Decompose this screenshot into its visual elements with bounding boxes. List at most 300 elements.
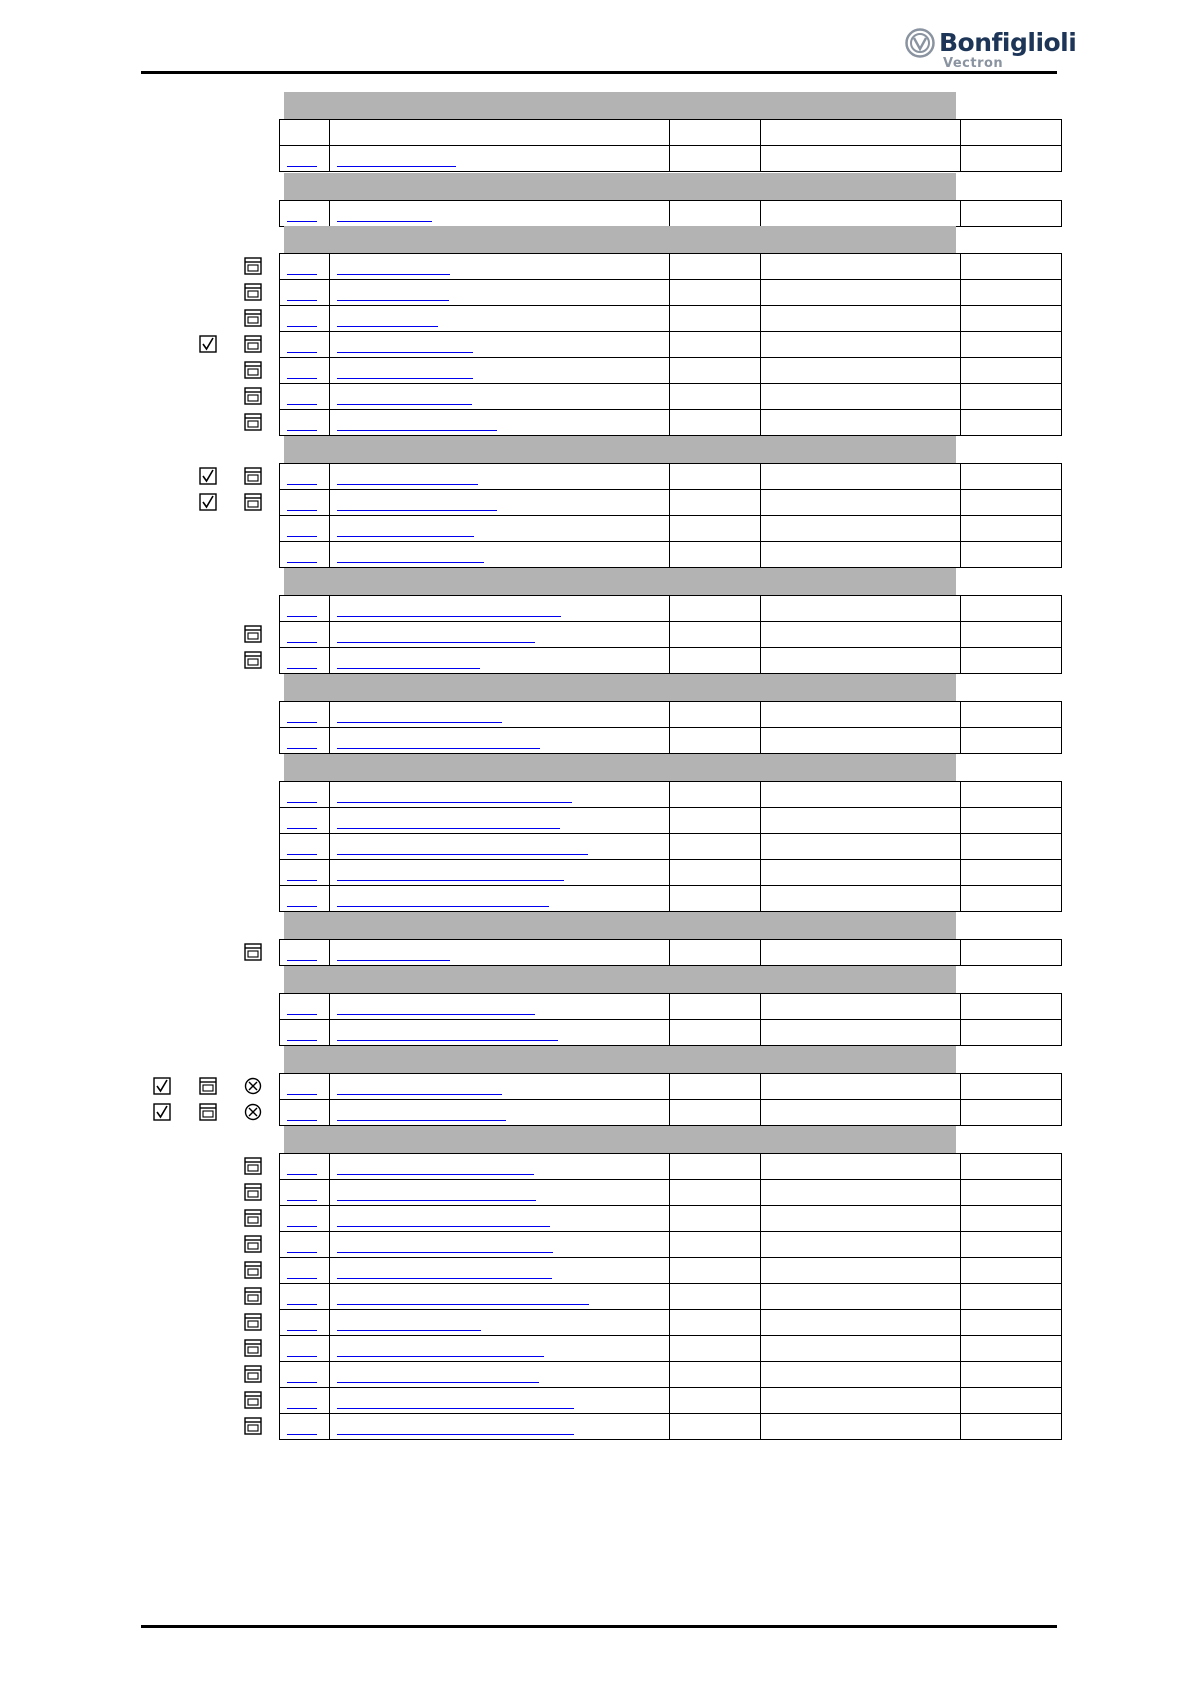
window-icon <box>244 1365 262 1383</box>
table-row <box>280 384 1062 410</box>
parameter-number-link[interactable] <box>287 404 317 405</box>
parameter-name-link[interactable] <box>337 378 473 379</box>
parameter-name-link[interactable] <box>337 906 549 907</box>
parameter-number-link[interactable] <box>287 960 317 961</box>
chapter-cell <box>961 834 1062 860</box>
parameter-name-cell <box>330 542 670 568</box>
parameter-number-link[interactable] <box>287 1174 317 1175</box>
table-row <box>280 464 1062 490</box>
unit-cell <box>670 622 761 648</box>
parameter-number-cell <box>280 358 330 384</box>
parameter-number-link[interactable] <box>287 802 317 803</box>
table-row <box>280 280 1062 306</box>
parameter-number-cell <box>280 940 330 966</box>
parameter-number-cell <box>280 1100 330 1126</box>
range-cell <box>761 146 961 172</box>
table-row <box>280 516 1062 542</box>
parameter-name-cell <box>330 860 670 886</box>
range-cell <box>761 490 961 516</box>
unit-cell <box>670 648 761 674</box>
parameter-number-link[interactable] <box>287 748 317 749</box>
parameter-number-link[interactable] <box>287 484 317 485</box>
table-row <box>280 254 1062 280</box>
unit-cell <box>670 146 761 172</box>
parameter-name-link[interactable] <box>337 1330 481 1331</box>
range-cell <box>761 1388 961 1414</box>
chapter-cell <box>961 808 1062 834</box>
chapter-cell <box>961 464 1062 490</box>
parameter-number-cell <box>280 834 330 860</box>
parameter-name-cell <box>330 332 670 358</box>
parameter-number-link[interactable] <box>287 1120 317 1121</box>
window-icon <box>244 257 262 275</box>
range-cell <box>761 1154 961 1180</box>
parameter-group-table <box>279 1153 1062 1440</box>
unit-cell <box>670 254 761 280</box>
window-icon <box>244 467 262 485</box>
table-row <box>280 1180 1062 1206</box>
window-icon <box>244 493 262 511</box>
checkbox-icon <box>199 467 217 485</box>
table-row <box>280 1074 1062 1100</box>
table-row <box>280 728 1062 754</box>
parameter-name-link[interactable] <box>337 828 560 829</box>
checkbox-icon <box>153 1103 171 1121</box>
parameter-number-link[interactable] <box>287 300 317 301</box>
chapter-cell <box>961 490 1062 516</box>
parameter-number-cell <box>280 1180 330 1206</box>
group-heading-band <box>284 568 956 596</box>
parameter-number-link[interactable] <box>287 1094 317 1095</box>
unit-cell <box>670 1100 761 1126</box>
parameter-number-link[interactable] <box>287 1278 317 1279</box>
parameter-name-link[interactable] <box>337 1434 574 1435</box>
window-icon <box>244 1313 262 1331</box>
parameter-group-table <box>279 595 1062 674</box>
parameter-name-cell <box>330 648 670 674</box>
range-cell <box>761 1020 961 1046</box>
parameter-name-link[interactable] <box>337 274 450 275</box>
chapter-cell <box>961 1258 1062 1284</box>
parameter-name-link[interactable] <box>337 1014 535 1015</box>
range-cell <box>761 1284 961 1310</box>
parameter-number-link[interactable] <box>287 1382 317 1383</box>
chapter-cell <box>961 1310 1062 1336</box>
chapter-cell <box>961 1206 1062 1232</box>
table-row <box>280 596 1062 622</box>
parameter-name-link[interactable] <box>337 722 502 723</box>
parameter-number-cell <box>280 1362 330 1388</box>
range-cell <box>761 306 961 332</box>
range-cell <box>761 332 961 358</box>
parameter-name-link[interactable] <box>337 802 572 803</box>
parameter-number-cell <box>280 1258 330 1284</box>
chapter-cell <box>961 860 1062 886</box>
range-cell <box>761 728 961 754</box>
parameter-name-cell <box>330 1206 670 1232</box>
parameter-name-cell <box>330 280 670 306</box>
parameter-name-link[interactable] <box>337 1252 553 1253</box>
parameter-name-cell <box>330 1258 670 1284</box>
range-cell <box>761 1258 961 1284</box>
parameter-name-link[interactable] <box>337 1408 574 1409</box>
parameter-number-cell <box>280 1154 330 1180</box>
chapter-cell <box>961 1284 1062 1310</box>
table-row <box>280 490 1062 516</box>
parameter-number-cell <box>280 994 330 1020</box>
parameter-number-cell <box>280 1388 330 1414</box>
parameter-name-link[interactable] <box>337 854 588 855</box>
range-cell <box>761 1362 961 1388</box>
parameter-group-table <box>279 253 1062 436</box>
parameter-name-link[interactable] <box>337 430 497 431</box>
parameter-number-link[interactable] <box>287 1408 317 1409</box>
table-row <box>280 1284 1062 1310</box>
parameter-number-link[interactable] <box>287 642 317 643</box>
circle-x-icon <box>244 1077 262 1095</box>
chapter-cell <box>961 1074 1062 1100</box>
table-row <box>280 410 1062 436</box>
unit-cell <box>670 782 761 808</box>
parameter-number-link[interactable] <box>287 668 317 669</box>
parameter-name-cell <box>330 1180 670 1206</box>
range-cell <box>761 834 961 860</box>
chapter-cell <box>961 1414 1062 1440</box>
group-heading-band <box>284 912 956 940</box>
group-heading-band <box>284 966 956 994</box>
unit-cell <box>670 1336 761 1362</box>
parameter-number-link[interactable] <box>287 722 317 723</box>
parameter-number-cell <box>280 490 330 516</box>
parameter-name-link[interactable] <box>337 1382 539 1383</box>
parameter-number-link[interactable] <box>287 1330 317 1331</box>
parameter-number-cell <box>280 464 330 490</box>
table-row <box>280 146 1062 172</box>
range-cell <box>761 1414 961 1440</box>
parameter-name-cell <box>330 1310 670 1336</box>
parameter-number-cell <box>280 384 330 410</box>
unit-cell <box>670 1284 761 1310</box>
parameter-group-table <box>279 463 1062 568</box>
footer-rule <box>141 1625 1057 1628</box>
parameter-number-link[interactable] <box>287 1434 317 1435</box>
chapter-cell <box>961 728 1062 754</box>
parameter-number-link[interactable] <box>287 1014 317 1015</box>
parameter-number-cell <box>280 1284 330 1310</box>
parameter-number-link[interactable] <box>287 828 317 829</box>
parameter-number-link[interactable] <box>287 1040 317 1041</box>
parameter-group-table <box>279 701 1062 754</box>
chapter-cell <box>961 994 1062 1020</box>
window-icon <box>244 413 262 431</box>
range-cell <box>761 860 961 886</box>
unit-cell <box>670 201 761 227</box>
unit-cell <box>670 410 761 436</box>
parameter-name-link[interactable] <box>337 166 456 167</box>
unit-cell <box>670 1206 761 1232</box>
parameter-name-link[interactable] <box>337 1120 506 1121</box>
parameter-number-cell <box>280 280 330 306</box>
parameter-name-link[interactable] <box>337 352 473 353</box>
table-row <box>280 860 1062 886</box>
unit-cell <box>670 940 761 966</box>
parameter-name-cell <box>330 702 670 728</box>
parameter-name-link[interactable] <box>337 1174 534 1175</box>
parameter-name-link[interactable] <box>337 1304 589 1305</box>
chapter-cell <box>961 146 1062 172</box>
parameter-number-link[interactable] <box>287 430 317 431</box>
chapter-cell <box>961 1100 1062 1126</box>
parameter-number-cell <box>280 808 330 834</box>
parameter-name-cell <box>330 994 670 1020</box>
group-heading-band <box>284 1046 956 1074</box>
range-cell <box>761 1180 961 1206</box>
parameter-name-link[interactable] <box>337 484 478 485</box>
table-row <box>280 306 1062 332</box>
parameter-name-cell <box>330 834 670 860</box>
range-cell <box>761 940 961 966</box>
parameter-number-link[interactable] <box>287 854 317 855</box>
parameter-number-cell <box>280 1020 330 1046</box>
parameter-name-cell <box>330 808 670 834</box>
table-header-row <box>280 120 1062 146</box>
parameter-name-cell <box>330 1020 670 1046</box>
parameter-number-cell <box>280 1074 330 1100</box>
parameter-name-cell <box>330 596 670 622</box>
table-row <box>280 1232 1062 1258</box>
parameter-number-link[interactable] <box>287 510 317 511</box>
unit-cell <box>670 1154 761 1180</box>
table-row <box>280 808 1062 834</box>
window-icon <box>244 1235 262 1253</box>
parameter-number-link[interactable] <box>287 562 317 563</box>
parameter-number-link[interactable] <box>287 880 317 881</box>
chapter-cell <box>961 410 1062 436</box>
parameter-number-link[interactable] <box>287 906 317 907</box>
parameter-name-link[interactable] <box>337 616 561 617</box>
parameter-name-cell <box>330 1336 670 1362</box>
table-row <box>280 782 1062 808</box>
group-heading-band <box>284 436 956 464</box>
parameter-name-cell <box>330 464 670 490</box>
parameter-name-link[interactable] <box>337 748 540 749</box>
parameter-number-cell <box>280 860 330 886</box>
parameter-number-cell <box>280 516 330 542</box>
unit-cell <box>670 702 761 728</box>
range-cell <box>761 1336 961 1362</box>
unit-cell <box>670 1310 761 1336</box>
group-heading-band <box>284 92 956 120</box>
chapter-cell <box>961 886 1062 912</box>
unit-cell <box>670 808 761 834</box>
parameter-number-link[interactable] <box>287 1356 317 1357</box>
parameter-name-cell <box>330 728 670 754</box>
parameter-name-cell <box>330 1074 670 1100</box>
window-icon <box>244 1339 262 1357</box>
chapter-cell <box>961 1180 1062 1206</box>
parameter-number-cell <box>280 622 330 648</box>
parameter-name-link[interactable] <box>337 510 497 511</box>
logo-subtitle: Vectron <box>943 56 1004 71</box>
logo-wordmark: Bonfiglioli <box>939 28 1077 57</box>
group-heading-band <box>284 1126 956 1154</box>
window-icon <box>244 387 262 405</box>
table-row <box>280 201 1062 227</box>
parameter-name-cell <box>330 1154 670 1180</box>
chapter-cell <box>961 254 1062 280</box>
parameter-name-cell <box>330 146 670 172</box>
chapter-cell <box>961 596 1062 622</box>
parameter-name-cell <box>330 1388 670 1414</box>
unit-cell <box>670 728 761 754</box>
unit-cell <box>670 1388 761 1414</box>
range-cell <box>761 280 961 306</box>
parameter-number-link[interactable] <box>287 1304 317 1305</box>
parameter-name-link[interactable] <box>337 536 474 537</box>
parameter-number-link[interactable] <box>287 221 317 222</box>
range-cell <box>761 516 961 542</box>
parameter-number-link[interactable] <box>287 326 317 327</box>
table-row <box>280 1388 1062 1414</box>
chapter-cell <box>961 1336 1062 1362</box>
parameter-name-link[interactable] <box>337 1094 502 1095</box>
table-row <box>280 702 1062 728</box>
unit-cell <box>670 280 761 306</box>
unit-cell <box>670 994 761 1020</box>
parameter-number-cell <box>280 702 330 728</box>
parameter-number-link[interactable] <box>287 352 317 353</box>
range-cell <box>761 702 961 728</box>
parameter-number-cell <box>280 596 330 622</box>
table-row <box>280 542 1062 568</box>
unit-cell <box>670 384 761 410</box>
unit-cell <box>670 596 761 622</box>
unit-cell <box>670 464 761 490</box>
table-row <box>280 1206 1062 1232</box>
parameter-name-link[interactable] <box>337 404 472 405</box>
parameter-number-cell <box>280 1336 330 1362</box>
parameter-group-table <box>279 993 1062 1046</box>
parameter-number-cell <box>280 306 330 332</box>
range-cell <box>761 542 961 568</box>
group-heading-band <box>284 226 956 254</box>
table-row <box>280 886 1062 912</box>
parameter-name-link[interactable] <box>337 1356 544 1357</box>
parameter-number-cell <box>280 254 330 280</box>
parameter-number-link[interactable] <box>287 378 317 379</box>
parameter-number-link[interactable] <box>287 1252 317 1253</box>
parameter-number-link[interactable] <box>287 1200 317 1201</box>
unit-cell <box>670 306 761 332</box>
parameter-name-cell <box>330 490 670 516</box>
table-row <box>280 1414 1062 1440</box>
parameter-number-cell <box>280 1310 330 1336</box>
parameter-name-link[interactable] <box>337 1226 550 1227</box>
unit-cell <box>670 860 761 886</box>
table-row <box>280 622 1062 648</box>
parameter-group-table <box>279 939 1062 966</box>
parameter-name-cell <box>330 358 670 384</box>
parameter-number-cell <box>280 886 330 912</box>
parameter-name-cell <box>330 1362 670 1388</box>
window-icon <box>244 625 262 643</box>
parameter-number-link[interactable] <box>287 616 317 617</box>
range-cell <box>761 384 961 410</box>
table-row <box>280 1258 1062 1284</box>
parameter-name-cell <box>330 940 670 966</box>
range-cell <box>761 1310 961 1336</box>
table-row <box>280 1362 1062 1388</box>
parameter-name-cell <box>330 120 670 146</box>
parameter-number-link[interactable] <box>287 1226 317 1227</box>
chapter-cell <box>961 280 1062 306</box>
parameter-name-cell <box>330 306 670 332</box>
unit-cell <box>670 1180 761 1206</box>
range-cell <box>761 1206 961 1232</box>
parameter-group-table <box>279 1073 1062 1126</box>
chapter-cell <box>961 332 1062 358</box>
window-icon <box>244 309 262 327</box>
unit-cell <box>670 358 761 384</box>
parameter-name-link[interactable] <box>337 960 450 961</box>
checkbox-icon <box>199 493 217 511</box>
unit-cell <box>670 1258 761 1284</box>
group-heading-band <box>284 754 956 782</box>
parameter-name-link[interactable] <box>337 642 535 643</box>
window-icon <box>244 361 262 379</box>
group-heading-band <box>284 674 956 702</box>
chapter-cell <box>961 358 1062 384</box>
parameter-name-link[interactable] <box>337 1200 536 1201</box>
parameter-number-cell <box>280 146 330 172</box>
parameter-number-cell <box>280 782 330 808</box>
parameter-name-link[interactable] <box>337 562 484 563</box>
range-cell <box>761 808 961 834</box>
unit-cell <box>670 886 761 912</box>
parameter-name-cell <box>330 516 670 542</box>
parameter-name-link[interactable] <box>337 668 480 669</box>
parameter-number-link[interactable] <box>287 166 317 167</box>
parameter-name-link[interactable] <box>337 300 449 301</box>
checkbox-icon <box>199 335 217 353</box>
table-row <box>280 1154 1062 1180</box>
range-cell <box>761 886 961 912</box>
parameter-name-link[interactable] <box>337 326 438 327</box>
window-icon <box>244 283 262 301</box>
parameter-name-link[interactable] <box>337 1040 558 1041</box>
parameter-number-link[interactable] <box>287 274 317 275</box>
unit-cell <box>670 490 761 516</box>
range-cell <box>761 648 961 674</box>
parameter-name-cell <box>330 1414 670 1440</box>
range-cell <box>761 994 961 1020</box>
range-cell <box>761 120 961 146</box>
parameter-name-link[interactable] <box>337 1278 552 1279</box>
chapter-cell <box>961 384 1062 410</box>
range-cell <box>761 254 961 280</box>
parameter-number-cell <box>280 728 330 754</box>
chapter-cell <box>961 1154 1062 1180</box>
parameter-name-link[interactable] <box>337 880 564 881</box>
range-cell <box>761 1074 961 1100</box>
chapter-cell <box>961 622 1062 648</box>
parameter-name-link[interactable] <box>337 221 432 222</box>
parameter-number-link[interactable] <box>287 536 317 537</box>
window-icon <box>244 1287 262 1305</box>
unit-cell <box>670 1232 761 1258</box>
range-cell <box>761 1100 961 1126</box>
chapter-cell <box>961 648 1062 674</box>
